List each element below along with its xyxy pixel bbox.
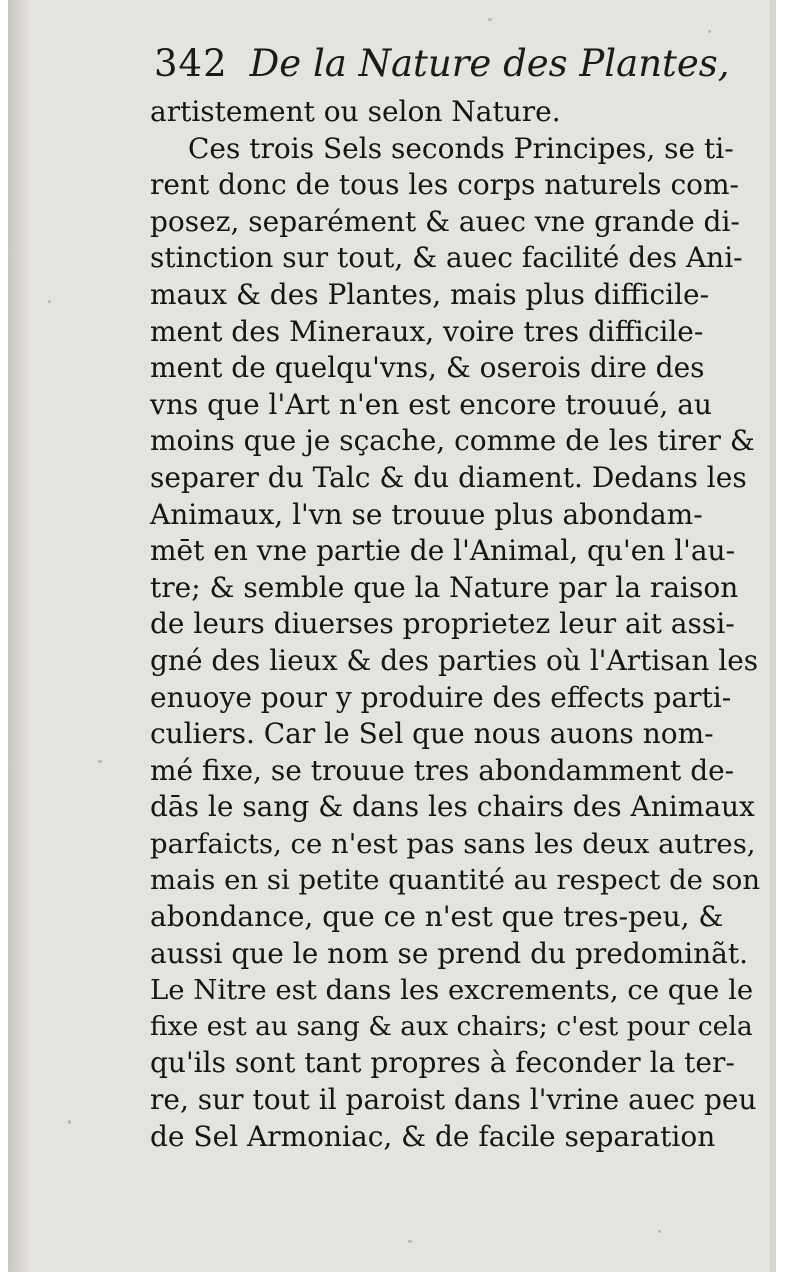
text-line: stinction sur tout, & auec facilité des Ani- — [150, 241, 743, 275]
book-page — [8, 0, 776, 1272]
text-line: separer du Talc & du diament. Dedans les — [150, 460, 747, 494]
gutter-shadow — [8, 0, 30, 1272]
text-line: mais en si petite quantité au respect de son — [150, 864, 761, 897]
text-line: Animaux, l'vn se trouue plus abondam- — [150, 497, 703, 531]
text-line: enuoye pour y produire des effects parti- — [150, 680, 732, 714]
text-line: culiers. Car le Sel que nous auons nom- — [150, 717, 714, 751]
text-line: parfaicts, ce n'est pas sans les deux autres, — [150, 827, 756, 860]
paper-speck — [408, 1240, 412, 1243]
text-line: gné des lieux & des parties où l'Artisan les — [150, 643, 759, 677]
text-line: de Sel Armoniac, & de facile separation — [150, 1119, 716, 1153]
page-number: 342 — [154, 42, 228, 85]
text-line: re, sur tout il paroist dans l'vrine auec peu — [150, 1083, 757, 1117]
page-edge — [770, 0, 776, 1272]
text-line: vns que l'Art n'en est encore trouué, au — [150, 387, 712, 421]
text-line: qu'ils sont tant propres à feconder la ter- — [150, 1046, 735, 1080]
paper-speck — [708, 30, 711, 33]
text-line: maux & des Plantes, mais plus difficile- — [150, 277, 710, 311]
page-header — [154, 42, 744, 92]
running-title: De la Nature des Plantes, — [249, 42, 730, 85]
text-line: ment des Mineraux, voire tres difficile- — [150, 314, 704, 348]
text-line: tre; & semble que la Nature par la raison — [150, 570, 739, 604]
text-line: fixe est au sang & aux chairs; c'est pour cela — [150, 1010, 753, 1042]
paper-speck — [488, 18, 492, 21]
body-text — [150, 94, 760, 1155]
paper-speck — [48, 300, 51, 303]
text-line: moins que je sçache, comme de les tirer & — [150, 424, 755, 458]
text-line: abondance, que ce n'est que tres-peu, & — [150, 900, 724, 934]
paper-speck — [68, 1120, 71, 1124]
text-line: dās le sang & dans les chairs des Animaux — [150, 790, 755, 824]
text-line: ment de quelqu'vns, & oserois dire des — [150, 351, 705, 385]
text-line: mé fixe, se trouue tres abondamment de- — [150, 753, 735, 787]
text-line: de leurs diuerses proprietez leur ait assi- — [150, 607, 735, 641]
text-line: posez, separément & auec vne grande di- — [150, 204, 740, 238]
paper-speck — [98, 760, 102, 763]
text-line: rent donc de tous les corps naturels com- — [150, 168, 739, 202]
text-line: aussi que le nom se prend du predominãt. — [150, 936, 748, 970]
text-line: artistement ou selon Nature. — [150, 95, 561, 128]
text-line: Ces trois Sels seconds Principes, se ti- — [188, 131, 734, 165]
text-line: mēt en vne partie de l'Animal, qu'en l'au- — [150, 534, 736, 568]
text-line: Le Nitre est dans les excrements, ce que le — [150, 974, 754, 1007]
paper-speck — [658, 1230, 661, 1233]
